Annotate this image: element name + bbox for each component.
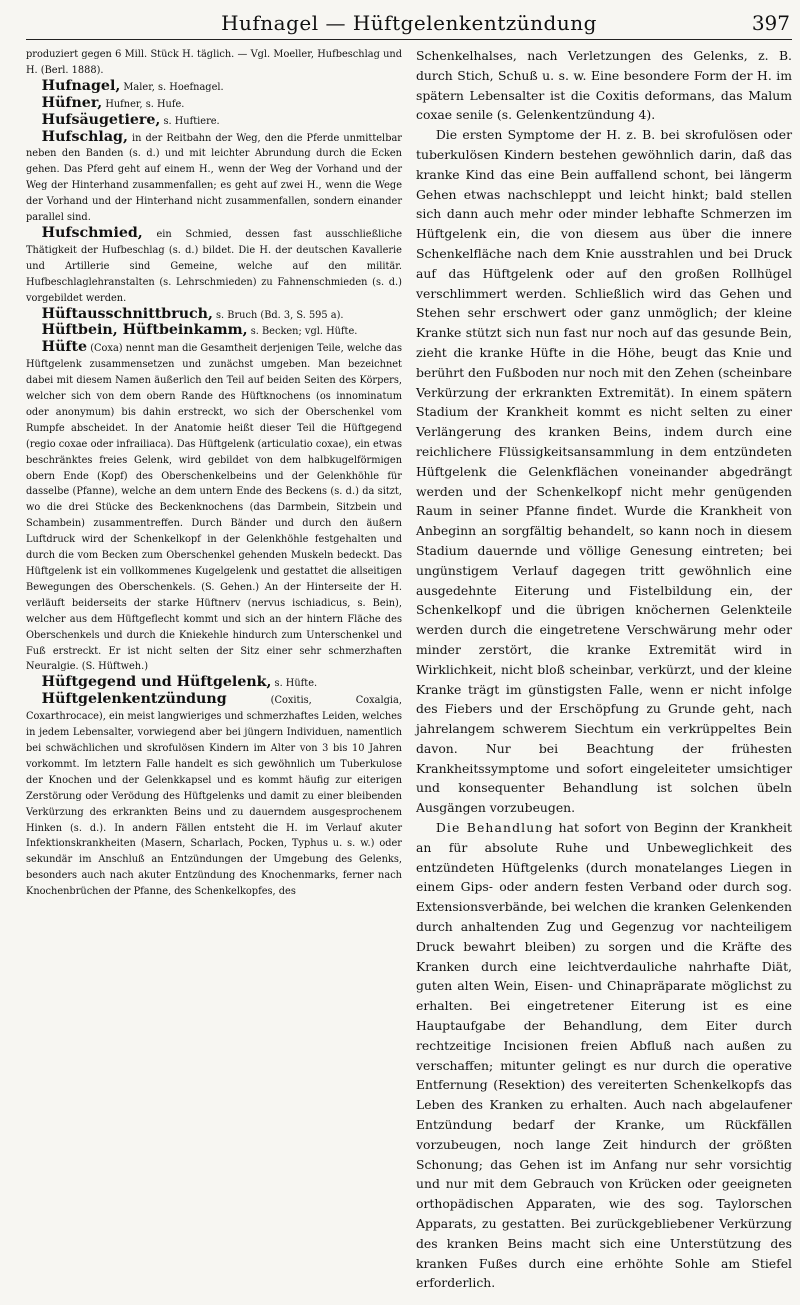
paragraph-treatment: Die Behandlung hat sofort von Beginn der Krankheit an für absolute Ruhe und Unbeweglichkeit des entzündeten Hüftgelenks (durch monatelanges Liegen in einem Gips- oder andern festen Verband oder durch sog. Extensionsverbände, bei welchen die kranken Gelenkenden durch anhaltenden Zug und Gegenzug vor nachteiligem Druck bewahrt bleiben) zu sorgen und die Kräfte des Kranken durch eine leichtverdauliche nahrhafte Diät, guten alten Wein, Eisen- und Chinapräparate möglichst zu erhalten. Bei eingetretener Eiterung ist es eine Hauptaufgabe der Behandlung, dem Eiter durch rechtzeitige Incisionen freien Abfluß nach außen zu verschaffen; mitunter gelingt es nur durch die operative Entfernung (Resektion) des vereiterten Schenkelkopfs das Leben des Kranken zu erhalten. Auch nach abgelaufener Entzündung bedarf der Kranke, um Rückfällen vorzubeugen, noch lange Zeit hindurch der größten Schonung; das Gehen ist im Anfang nur sehr vorsichtig und nur mit dem Gebrauch von Krücken oder geeigneten orthopädischen Apparaten, wie des sog. Taylorschen Apparats, zu gestatten. Bei zurückgebliebener Verkürzung des kranken Beins macht sich eine Unterstützung des kranken Fußes durch eine erhöhte Sohle am Stiefel erforderlich.: [416, 820, 792, 1291]
entry-hufschmied: Hufschmied, ein Schmied, dessen fast ausschließliche Thätigkeit der Hufbeschlag (s. d.) bildet. Die H. der deutschen Kavallerie und Artillerie sind Gemeine, welche auf den militär. Hufbeschlaglehranstalten (s. Lehrschmieden) zu Fahnenschmieden (s. d.) vorgebildet werden.: [26, 224, 402, 304]
page-number: 397: [751, 11, 790, 35]
entry-hufschlag: Hufschlag, in der Reitbahn der Weg, den die Pferde unmittelbar neben den Banden (s. d.) und mit leichter Abrundung durch die Ecken gehen. Das Pferd geht auf einem H., wenn der Weg der Vorhand und der Weg der Hinterhand zusammenfallen; es geht auf zwei H., wenn die Wege der Vorhand und der Hinterhand nicht zusammenfallen, sondern einander parallel sind.: [26, 128, 402, 224]
paragraph-symptoms: Die ersten Symptome der H. z. B. bei skrofulösen oder tuberkulösen Kindern bestehen gewöhnlich darin, daß das kranke Kind das eine Bein auffallend schont, bei längerm Gehen etwas nachschleppt und leicht hinkt; bald stellen sich dann auch mehr oder minder lebhafte Schmerzen im Hüftgelenk ein, die von diesem aus über die innere Schenkelfläche nach dem Knie ausstrahlen und bei Druck auf das Hüftgelenk oder auf den großen Rollhügel verschlimmert werden. Schließlich wird das Gehen und Stehen sehr erschwert oder ganz unmöglich; der kleine Kranke stützt sich nun fast nur noch auf das gesunde Bein, zieht die kranke Hüfte in die Höhe, beugt das Knie und berührt den Fußboden nur noch mit den Zehen (scheinbare Verkürzung der erkrankten Extremität). In einem spätern Stadium der Krankheit kommt es nicht selten zu einer Verlängerung des kranken Beins, indem durch eine reichlichere Flüssigkeitsansammlung in dem entzündeten Hüftgelenk die Gelenkflächen voneinander abgedrängt werden und der Schenkelkopf nicht mehr genügenden Raum in seiner Pfanne findet. Wurde die Krankheit von Anbeginn an sorgfältig behandelt, so kann noch in diesem Stadium dauernde und völlige Genesung eintreten; bei ungünstigem Verlauf dagegen tritt gewöhnlich eine ausgedehnte Eiterung und Fistelbildung ein, der Schenkelkopf und die übrigen knöchernen Gelenkteile werden durch die eingetretene Verschwärung mehr oder minder zerstört, die kranke Extremität wird in Wirklichkeit, nicht bloß scheinbar, verkürzt, und der kleine Kranke trägt im günstigsten Falle, wenn er nicht infolge des Fiebers und der Erschöpfung zu Grunde geht, nach jahrelangem schwerem Siechtum ein verkrüppeltes Bein davon. Nur bei Beachtung der frühesten Krankheitssymptome und sofort eingeleiteter umsichtiger und konsequenter Behandlung ist solchen übeln Ausgängen vorzubeugen.: [416, 127, 792, 816]
entry-continuation: produziert gegen 6 Mill. Stück H. täglich. — Vgl. Moeller, Hufbeschlag und H. (Berl. 1888).: [26, 49, 402, 76]
left-column: [26, 46, 402, 1293]
entry-hueftgelenkentzuendung: Hüftgelenkentzündung (Coxitis, Coxalgia, Coxarthrocace), ein meist langwieriges und schmerzhaftes Leiden, welches in jedem Lebensalter, vorwiegend aber bei jüngern Individuen, namentlich bei schwächlichen und skrofulösen Kindern im Alter von 3 bis 10 Jahren vorkommt. Im letztern Falle handelt es sich gewöhnlich um Tuberkulose der Knochen und der Gelenkkapsel und es kommt häufig zur eiterigen Zerstörung oder Verödung des Hüftgelenks und damit zu einer bleibenden Verkürzung des erkrankten Beins und zu dauerndem ausgesprochenem Hinken (s. d.). In andern Fällen entsteht die H. im Verlauf akuter Infektionskrankheiten (Masern, Scharlach, Pocken, Typhus u. s. w.) oder sekundär im Anschluß an Entzündungen der Umgebung des Gelenks, besonders auch nach akuter Entzündung des Knochenmarks, ferner nach Knochenbrüchen der Pfanne, des Schenkelkopfes, des: [26, 691, 402, 898]
entry-huefner: Hüfner, Hufner, s. Hufe.: [41, 94, 185, 111]
entry-hufsaeugetiere: Hufsäugetiere, s. Huftiere.: [41, 111, 220, 128]
text-columns: [26, 46, 792, 1293]
page-header: [26, 0, 792, 40]
entry-huefte: Hüfte (Coxa) nennt man die Gesamtheit derjenigen Teile, welche das Hüftgelenk zusammensetzen und zunächst umgeben. Man bezeichnet dabei mit diesem Namen äußerlich den Teil auf beiden Seiten des Körpers, welcher sich von dem obern Rande des Hüftknochens (os innominatum oder anonymum) bis dahin erstreckt, wo sich der Oberschenkel vom Rumpfe abscheidet. In der Anatomie heißt dieser Teil die Hüftgegend (regio coxae oder infrailiaca). Das Hüftgelenk (articulatio coxae), ein etwas beschränktes freies Gelenk, wird gebildet von dem halbkugelförmigen obern Ende (Kopf) des Oberschenkelbeins und der Gelenkhöhle für dasselbe (Pfanne), welche an dem untern Ende des Beckens (s. d.) da sitzt, wo die drei Stücke des Beckenknochens (das Darmbein, Sitzbein und Schambein) zusammentreffen. Durch Bänder und durch den äußern Luftdruck wird der Schenkelkopf in der Gelenkhöhle festgehalten und durch die vom Becken zum Oberschenkel gehenden Muskeln bedeckt. Das Hüftgelenk ist ein vollkommenes Kugelgelenk und gestattet die allseitigen Bewegungen des Oberschenkels. (S. Gehen.) An der Hinterseite der H. verläuft beiderseits der starke Hüftnerv (nervus ischiadicus, s. Bein), welcher aus dem Hüftgeflecht kommt und sich an der hintern Fläche des Oberschenkels und durch die Kniekehle hindurch zum Unterschenkel und Fuß erstreckt. Er ist nicht selten der Sitz einer sehr schmerzhaften Neuralgie. (S. Hüftweh.): [26, 339, 402, 673]
entry-hufnagel: Hufnagel, Maler, s. Hoefnagel.: [41, 77, 224, 94]
entry-hueftgegend: Hüftgegend und Hüftgelenk, s. Hüfte.: [41, 674, 318, 691]
paragraph-continuation: Schenkelhalses, nach Verletzungen des Gelenks, z. B. durch Stich, Schuß u. s. w. Eine besondere Form der H. im spätern Lebensalter ist die Coxitis deformans, das Malum coxae senile (s. Gelenkentzündung 4).: [416, 48, 792, 123]
running-title: Hufnagel — Hüftgelenkentzündung: [221, 11, 597, 35]
entry-hueftbein: Hüftbein, Hüftbeinkamm, s. Becken; vgl. Hüfte.: [41, 322, 358, 339]
right-column: [416, 46, 792, 1293]
entry-hueftausschnittbruch: Hüftausschnittbruch, s. Bruch (Bd. 3, S. 595 a).: [41, 305, 344, 322]
